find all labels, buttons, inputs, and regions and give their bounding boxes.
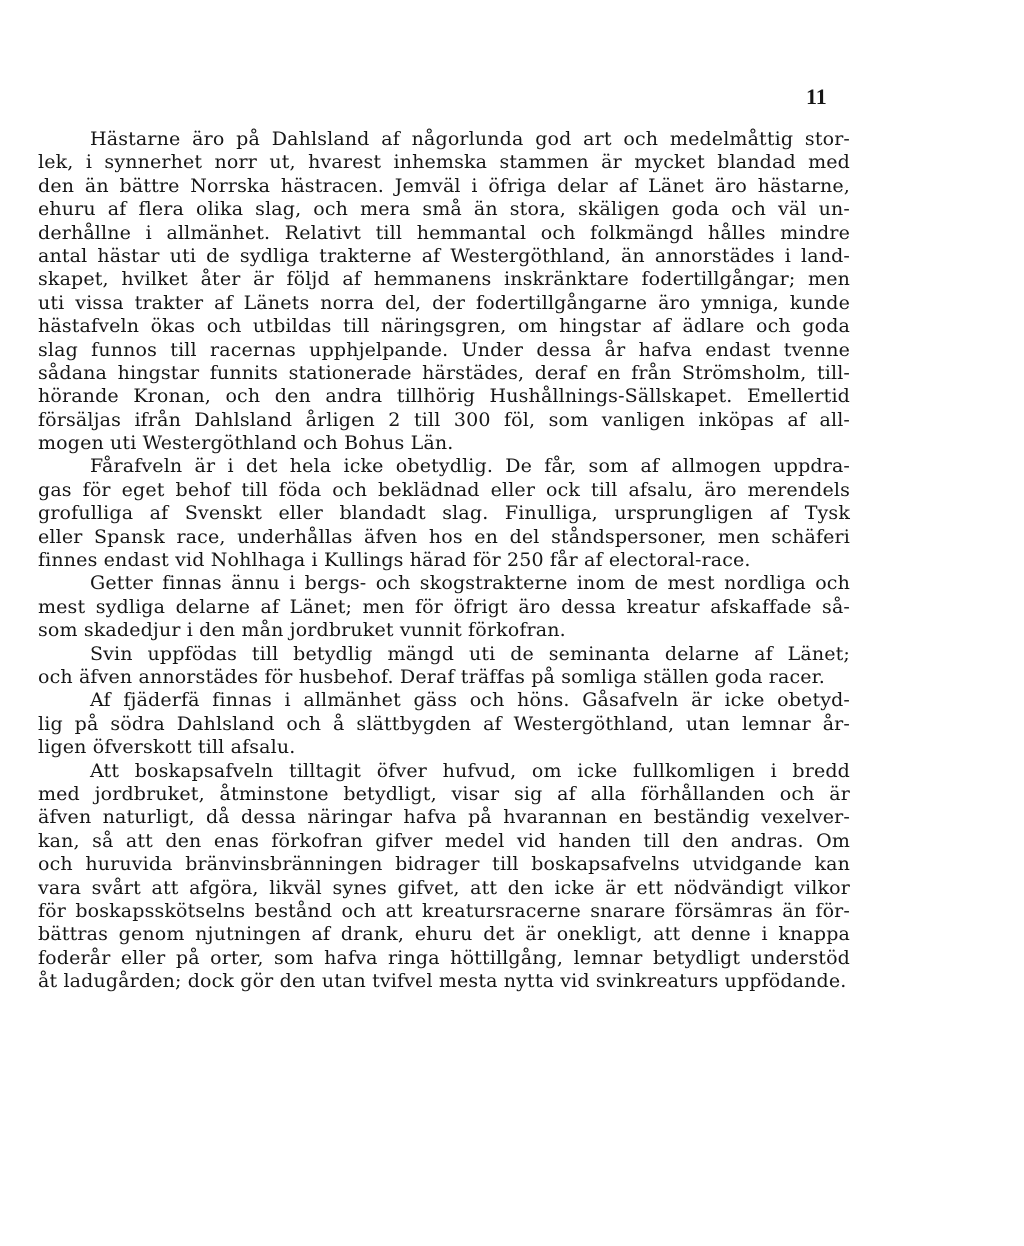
text-line: försäljas ifrån Dahlsland årligen 2 till 300 föl, som vanligen inköpas af all-: [38, 408, 850, 431]
text-line: derhållne i allmänhet. Relativt till hemmantal och folkmängd hålles mindre: [38, 221, 850, 244]
text-line: eller Spansk race, underhållas äfven hos en del ståndspersoner, men schäferi: [38, 525, 850, 548]
text-line: äfven naturligt, då dessa näringar hafva på hvarannan en beständig vexelver-: [38, 806, 850, 829]
text-line: mest sydliga delarne af Länet; men för öfrigt äro dessa kreatur afskaffade så-: [38, 595, 850, 618]
page-number: 11: [806, 84, 827, 109]
text-line: och äfven annorstädes för husbehof. Deraf träffas på somliga ställen goda racer.: [38, 665, 825, 688]
text-line: åt ladugården; dock gör den utan tvifvel mesta nytta vid svinkreaturs uppfödande.: [38, 970, 847, 993]
body-text: [38, 128, 850, 993]
text-line: lek, i synnerhet norr ut, hvarest inhemska stammen är mycket blandad med: [38, 151, 850, 174]
text-line: för boskapsskötselns bestånd och att kreatursracerne snarare försämras än för-: [38, 899, 850, 922]
text-line: mogen uti Westergöthland och Bohus Län.: [38, 432, 454, 455]
text-line: hörande Kronan, och den andra tillhörig Hushållnings-Sällskapet. Emellertid: [38, 385, 850, 408]
text-line: Fårafveln är i det hela icke obetydlig. De får, som af allmogen uppdra-: [90, 455, 850, 478]
paragraph: [38, 689, 850, 759]
text-line: Svin uppfödas till betydlig mängd uti de seminanta delarne af Länet;: [90, 642, 850, 665]
text-line: slag funnos till racernas upphjelpande. Under dessa år hafva endast tvenne: [38, 338, 850, 361]
paragraph: [38, 455, 850, 572]
paragraph: [38, 572, 850, 642]
text-line: antal hästar uti de sydliga trakterne af Westergöthland, än annorstädes i land-: [38, 244, 850, 267]
text-line: Getter finnas ännu i bergs- och skogstrakterne inom de mest nordliga och: [90, 572, 850, 595]
text-line: Hästarne äro på Dahlsland af någorlunda god art och medelmåttig stor-: [90, 128, 850, 150]
text-line: som skadedjur i den mån jordbruket vunnit förkofran.: [38, 619, 566, 642]
text-line: finnes endast vid Nohlhaga i Kullings härad för 250 får af electoral-race.: [38, 549, 751, 572]
paragraph: [38, 760, 850, 994]
text-line: uti vissa trakter af Länets norra del, der fodertillgångarne äro ymniga, kunde: [38, 291, 850, 314]
text-line: med jordbruket, åtminstone betydligt, visar sig af alla förhållanden och är: [38, 782, 850, 805]
text-line: och huruvida bränvinsbränningen bidrager till boskapsafvelns utvidgande kan: [38, 853, 850, 876]
text-line: bättras genom njutningen af drank, ehuru det är onekligt, att denne i knappa: [38, 923, 850, 946]
text-line: Af fjäderfä finnas i allmänhet gäss och höns. Gåsafveln är icke obetyd-: [90, 689, 850, 712]
paragraph: [38, 643, 850, 690]
paragraph: [38, 128, 850, 455]
text-line: sådana hingstar funnits stationerade härstädes, deraf en från Strömsholm, till-: [38, 361, 850, 384]
text-line: grofulliga af Svenskt eller blandadt slag. Finulliga, ursprungligen af Tysk: [38, 502, 850, 525]
text-line: hästafveln ökas och utbildas till näringsgren, om hingstar af ädlare och goda: [38, 315, 850, 338]
text-line: skapet, hvilket åter är följd af hemmanens inskränktare fodertillgångar; men: [38, 268, 850, 291]
text-line: ehuru af flera olika slag, och mera små än stora, skäligen goda och väl un-: [38, 198, 850, 221]
text-line: Att boskapsafveln tilltagit öfver hufvud, om icke fullkomligen i bredd: [90, 759, 850, 782]
text-line: gas för eget behof till föda och beklädnad eller ock till afsalu, äro merendels: [38, 478, 850, 501]
text-line: foderår eller på orter, som hafva ringa höttillgång, lemnar betydligt understöd: [38, 946, 850, 969]
text-line: den än bättre Norrska hästracen. Jemväl i öfriga delar af Länet äro hästarne,: [38, 174, 850, 197]
text-line: ligen öfverskott till afsalu.: [38, 736, 296, 759]
text-line: lig på södra Dahlsland och å slättbygden af Westergöthland, utan lemnar år-: [38, 712, 850, 735]
text-line: kan, så att den enas förkofran gifver medel vid handen till den andras. Om: [38, 829, 850, 852]
text-line: vara svårt att afgöra, likväl synes gifvet, att den icke är ett nödvändigt vilkor: [38, 876, 850, 899]
